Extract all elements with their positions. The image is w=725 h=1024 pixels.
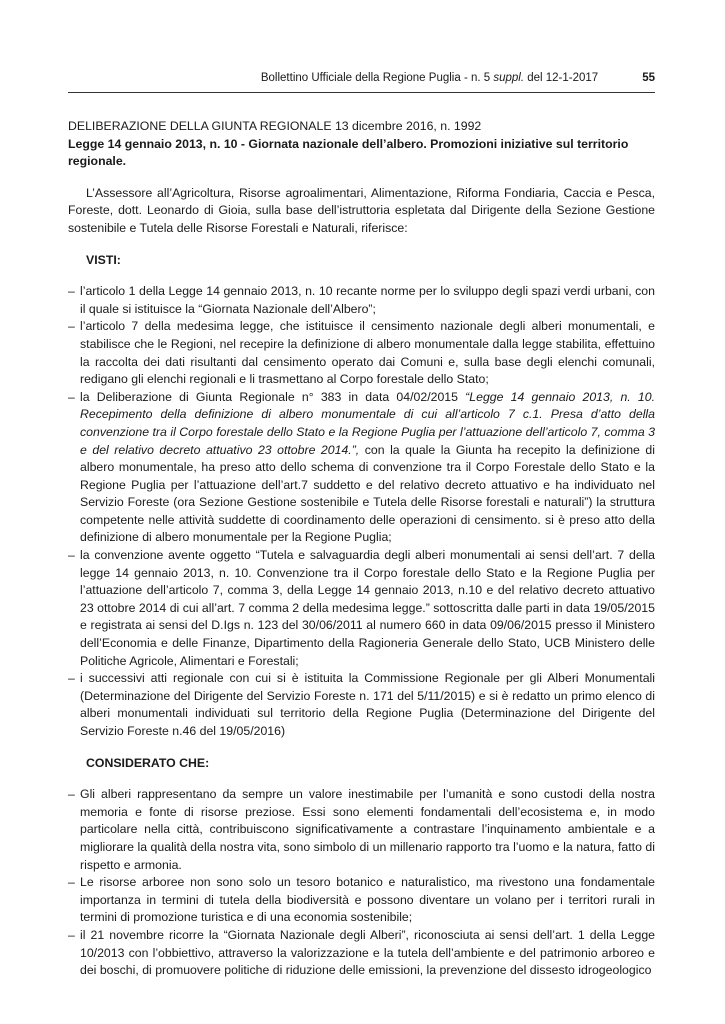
dash-bullet: – [68, 284, 75, 299]
dash-bullet: – [68, 927, 75, 942]
dash-bullet: – [68, 671, 75, 686]
page-number: 55 [642, 72, 655, 84]
list-item: – la Deliberazione di Giunta Regionale n° 383 in data 04/02/2015 “Legge 14 gennaio 2013, n. 10. Recepimento della definizione di albero monumentale di cui all’articolo 7 c.1. Presa d’atto della convenzione tra il Corpo forestale dello Stato e la Regione Puglia per l’attuazione dell’articolo 7, comma 3 e del relativo decreto attuativo 23 ottobre 2014.”, con la quale la Giunta ha recepito la definizione di albero monumentale, ha preso atto dello schema di convenzione tra il Corpo Forestale dello Stato e la Regione Puglia per l’attuazione dell’art.7 suddetto e del relativo decreto attuativo e ha individuato nel Servizio Foreste (ora Sezione Gestione sostenibile e Tutela delle Risorse forestali e naturali”) la struttura competente nelle attività suddette di coordinamento delle operazioni di censimento. si è preso atto della definizione di albero monumentale per la Regione Puglia; [68, 389, 655, 545]
page-header [68, 70, 655, 86]
intro-paragraph: L’Assessore all’Agricoltura, Risorse agroalimentari, Alimentazione, Riforma Fondiaria, Caccia e Pesca, Foreste, dott. Leonardo di Gioia, sulla base dell’istruttoria espletata dal Dirigente della Sezione Gestione sostenibile e Tutela delle Risorse Forestali e Naturali, riferisce: [68, 185, 655, 235]
list-item: – il 21 novembre ricorre la “Giornata Nazionale degli Alberi”, riconosciuta ai sensi dell’art. 1 della Legge 10/2013 con l’obbiettivo, attraverso la valorizzazione e la tutela dell’ambiente e del patrimonio arboreo e dei boschi, di promuovere politiche di riduzione delle emissioni, la prevenzione del dissesto idrogeologico [68, 927, 655, 978]
publication-title: Bollettino Ufficiale della Regione Puglia - n. 5 suppl. del 12-1-2017 [260, 72, 599, 84]
law-title: Legge 14 gennaio 2013, n. 10 - Giornata nazionale dell’albero. Promozioni iniziative sul territorio regionale. [68, 136, 629, 169]
visti-list [68, 283, 655, 740]
dash-bullet: – [68, 389, 75, 404]
dash-bullet: – [68, 548, 75, 563]
list-item: – l’articolo 1 della Legge 14 gennaio 2013, n. 10 recante norme per lo sviluppo degli spazi verdi urbani, con il quale si istituisce la “Giornata Nazionale dell’Albero”; [68, 284, 655, 316]
header-divider [68, 92, 655, 93]
list-item: – l’articolo 7 della medesima legge, che istituisce il censimento nazionale degli alberi monumentali, e stabilisce che le Regioni, nel recepire la definizione di albero monumentale dalla legge stabilita, effettuino la raccolta dei dati risultanti dal censimento operato dai Comuni e, sulla base degli elenchi comunali, redigano gli elenchi regionali e li trasmettano al Corpo forestale dello Stato; [68, 319, 655, 387]
list-item: – Gli alberi rappresentano da sempre un valore inestimabile per l’umanità e sono custodi della nostra memoria e fonte di risorse preziose. Essi sono elementi fondamentali dell’ecosistema e, in modo particolare nella città, contribuiscono significativamente a contrastare l’inquinamento ambientale e a migliorare la qualità della nostra vita, sono simbolo di un millenario rapporto tra l’uomo e la natura, fatto di rispetto e armonia. [68, 787, 655, 872]
dash-bullet: – [68, 319, 75, 334]
dash-bullet: – [68, 875, 75, 890]
considerato-list [68, 786, 655, 980]
list-item: – la convenzione avente oggetto “Tutela e salvaguardia degli alberi monumentali ai sensi dell’art. 7 della legge 14 gennaio 2013, n. 10. Convenzione tra il Corpo forestale dello Stato e la Regione Puglia per l’attuazione dell’articolo 7, comma 3, della Legge 14 gennaio 2013, n.10 e del relativo decreto attuativo 23 ottobre 2014 di cui all’art. 7 comma 2 della medesima legge.” sottoscritta dalle parti in data 19/05/2015 e registrata ai sensi del D.Igs n. 123 del 30/06/2011 al numero 660 in data 09/06/2015 presso il Ministero dell’Economia e delle Finanze, Dipartimento della Ragioneria Generale dello Stato, UCB Ministero delle Politiche Agricole, Alimentari e Forestali; [68, 548, 655, 668]
considerato-heading: CONSIDERATO CHE: [86, 755, 210, 770]
visti-heading: VISTI: [86, 252, 121, 267]
list-item: – Le risorse arboree non sono solo un tesoro botanico e naturalistico, ma rivestono una fondamentale importanza in termini di tutela della biodiversità e possono diventare un volano per i territori rurali in termini di promozione turistica e di una economia sostenibile; [68, 875, 655, 925]
dash-bullet: – [68, 787, 75, 802]
deliberation-title: DELIBERAZIONE DELLA GIUNTA REGIONALE 13 dicembre 2016, n. 1992 [68, 119, 482, 133]
document-body [68, 118, 655, 980]
list-item: – i successivi atti regionale con cui si è istituita la Commissione Regionale per gli Alberi Monumentali (Determinazione del Dirigente del Servizio Foreste n. 171 del 5/11/2015) e si è redatto un primo elenco di alberi monumentali individuati sul territorio della Regione Puglia (Determinazione del Dirigente del Servizio Foreste n.46 del 19/05/2016) [68, 671, 655, 738]
